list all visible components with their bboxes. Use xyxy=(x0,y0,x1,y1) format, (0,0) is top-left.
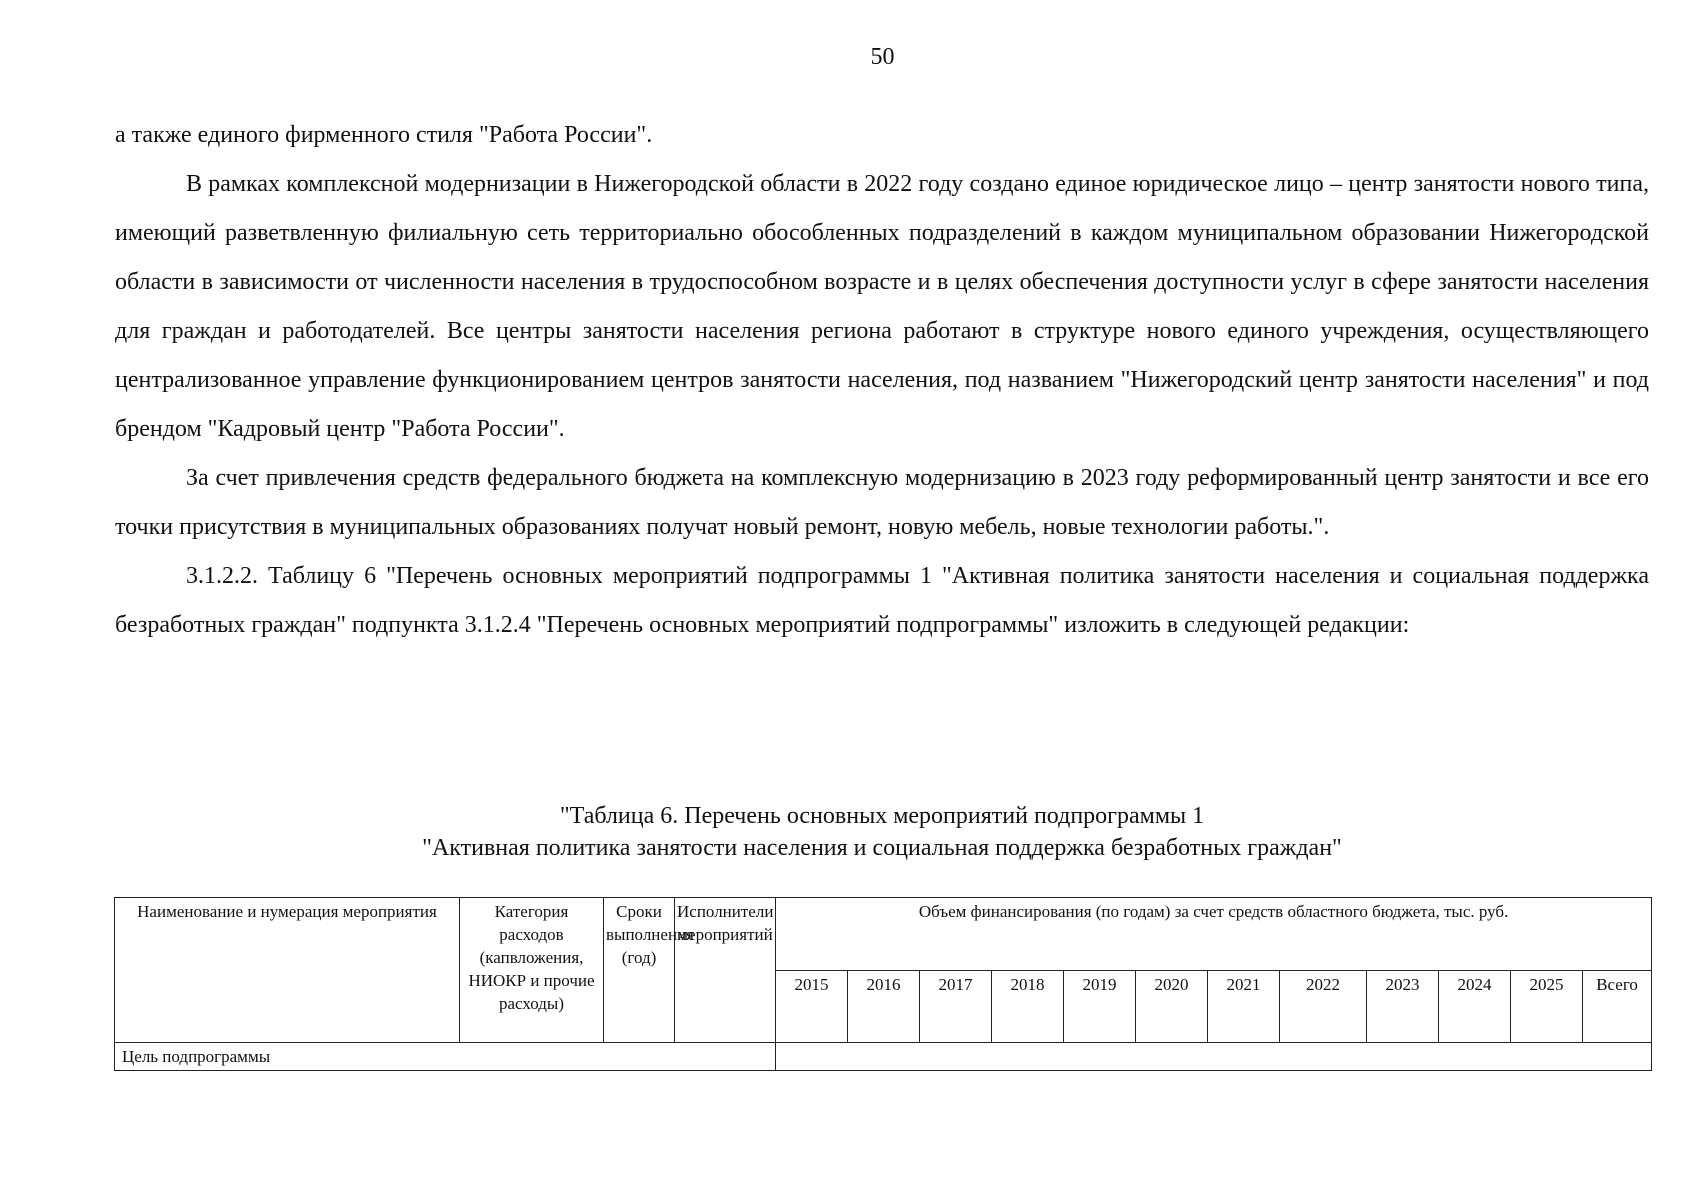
header-year-2021: 2021 xyxy=(1208,970,1280,1043)
header-year-2018: 2018 xyxy=(992,970,1064,1043)
header-executors: Исполнители мероприятий xyxy=(675,898,776,1043)
table-caption xyxy=(115,800,1649,864)
table-row xyxy=(115,1043,1652,1071)
goal-row-label: Цель подпрограммы xyxy=(115,1043,776,1071)
page-number: 50 xyxy=(870,44,895,70)
header-measure-name: Наименование и нумерация мероприятия xyxy=(115,898,460,1043)
header-year-2016: 2016 xyxy=(848,970,920,1043)
header-year-2019: 2019 xyxy=(1064,970,1136,1043)
header-year-2024: 2024 xyxy=(1439,970,1511,1043)
header-year-2020: 2020 xyxy=(1136,970,1208,1043)
header-financing: Объем финансирования (по годам) за счет средств областного бюджета, тыс. руб. xyxy=(776,898,1652,971)
document-body xyxy=(115,111,1649,650)
header-year-2015: 2015 xyxy=(776,970,848,1043)
table-caption-line-1: "Таблица 6. Перечень основных мероприятий подпрограммы 1 xyxy=(559,803,1205,829)
header-terms: Сроки выполнения (год) xyxy=(604,898,675,1043)
paragraph-modernization-2022: В рамках комплексной модернизации в Нижегородской области в 2022 году создано единое юридическое лицо – центр занятости нового типа, имеющий разветвленную филиальную сеть территориально обособленных подразделений в каждом муниципальном образовании Нижегородской области в зависимости от численности населения в трудоспособном возрасте и в целях обеспечения доступности услуг в сфере занятости населения для граждан и работодателей. Все центры занятости населения региона работают в структуре нового единого учреждения, осуществляющего централизованное управление функционированием центров занятости населения, под названием "Нижегородский центр занятости населения" и под брендом "Кадровый центр "Работа России". xyxy=(115,171,1649,442)
table-header-row xyxy=(115,898,1652,971)
paragraph-federal-budget-2023: За счет привлечения средств федерального бюджета на комплексную модернизацию в 2023 году реформированный центр занятости и все его точки присутствия в муниципальных образованиях получат новый ремонт, новую мебель, новые технологии работы.". xyxy=(115,465,1649,540)
goal-row-value xyxy=(776,1043,1652,1071)
measures-table xyxy=(114,897,1652,1071)
header-year-2017: 2017 xyxy=(920,970,992,1043)
header-expense-category: Категория расходов (капвложения, НИОКР и прочие расходы) xyxy=(460,898,604,1043)
paragraph-table-6-amendment: 3.1.2.2. Таблицу 6 "Перечень основных мероприятий подпрограммы 1 "Активная политика занятости населения и социальная поддержка безработных граждан" подпункта 3.1.2.4 "Перечень основных мероприятий подпрограммы" изложить в следующей редакции: xyxy=(115,563,1649,638)
header-year-2022: 2022 xyxy=(1280,970,1367,1043)
header-total: Всего xyxy=(1583,970,1652,1043)
table-caption-line-2: "Активная политика занятости населения и социальная поддержка безработных граждан" xyxy=(422,835,1342,861)
header-year-2023: 2023 xyxy=(1367,970,1439,1043)
paragraph-continuation: а также единого фирменного стиля "Работа России". xyxy=(115,122,653,148)
header-year-2025: 2025 xyxy=(1511,970,1583,1043)
